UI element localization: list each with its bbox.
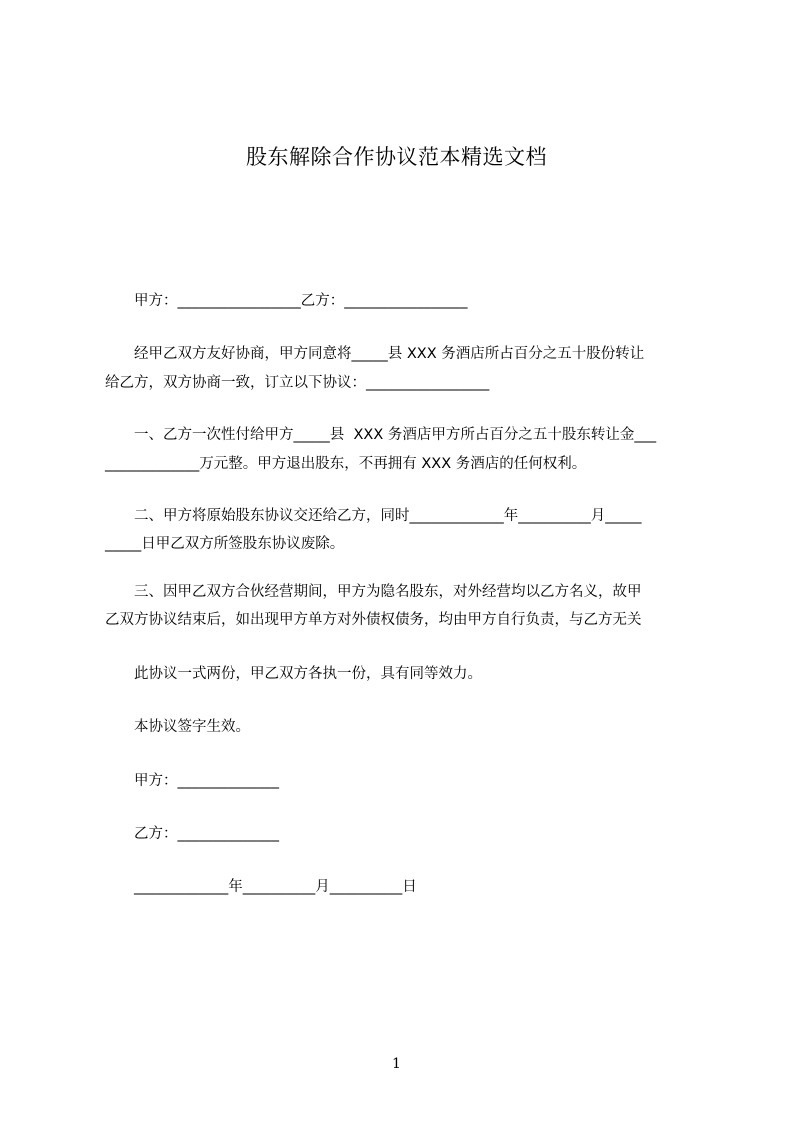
intro-paragraph-line-1: 经甲乙双方友好协商，甲方同意将_____县 XXX 务酒店所占百分之五十股份转让 — [105, 346, 645, 362]
party-fields-line: 甲方：_________________乙方：_________________ — [105, 293, 468, 309]
clause-1-line-1: 一、乙方一次性付给甲方_____县 XXX 务酒店甲方所占百分之五十股东转让金___ — [105, 427, 657, 443]
effectiveness-statement: 本协议签字生效。 — [105, 719, 250, 735]
clause-2-line-1: 二、甲方将原始股东协议交还给乙方，同时_____________年__________月_____ — [105, 508, 642, 524]
document-title: 股东解除合作协议范本精选文档 — [246, 145, 547, 169]
party-b-signature-line: 乙方：______________ — [105, 826, 279, 842]
party-a-signature-line: 甲方：______________ — [105, 773, 279, 789]
clause-3-line-2: 乙双方协议结束后，如出现甲方单方对外债权债务，均由甲方自行负责，与乙方无关 — [105, 612, 642, 628]
date-line: _____________年__________月__________日 — [105, 879, 417, 895]
intro-paragraph-line-2: 给乙方，双方协商一致，订立以下协议：_________________ — [105, 375, 490, 391]
page-number: 1 — [392, 1056, 401, 1072]
copies-statement: 此协议一式两份，甲乙双方各执一份，具有同等效力。 — [105, 666, 482, 682]
clause-2-line-2: _____日甲乙双方所签股东协议废除。 — [105, 536, 345, 552]
clause-1-line-2: _____________万元整。甲方退出股东，不再拥有 XXX 务酒店的任何权利。 — [105, 456, 587, 472]
clause-3-line-1: 三、因甲乙双方合伙经营期间，甲方为隐名股东，对外经营均以乙方名义，故甲 — [105, 584, 642, 600]
